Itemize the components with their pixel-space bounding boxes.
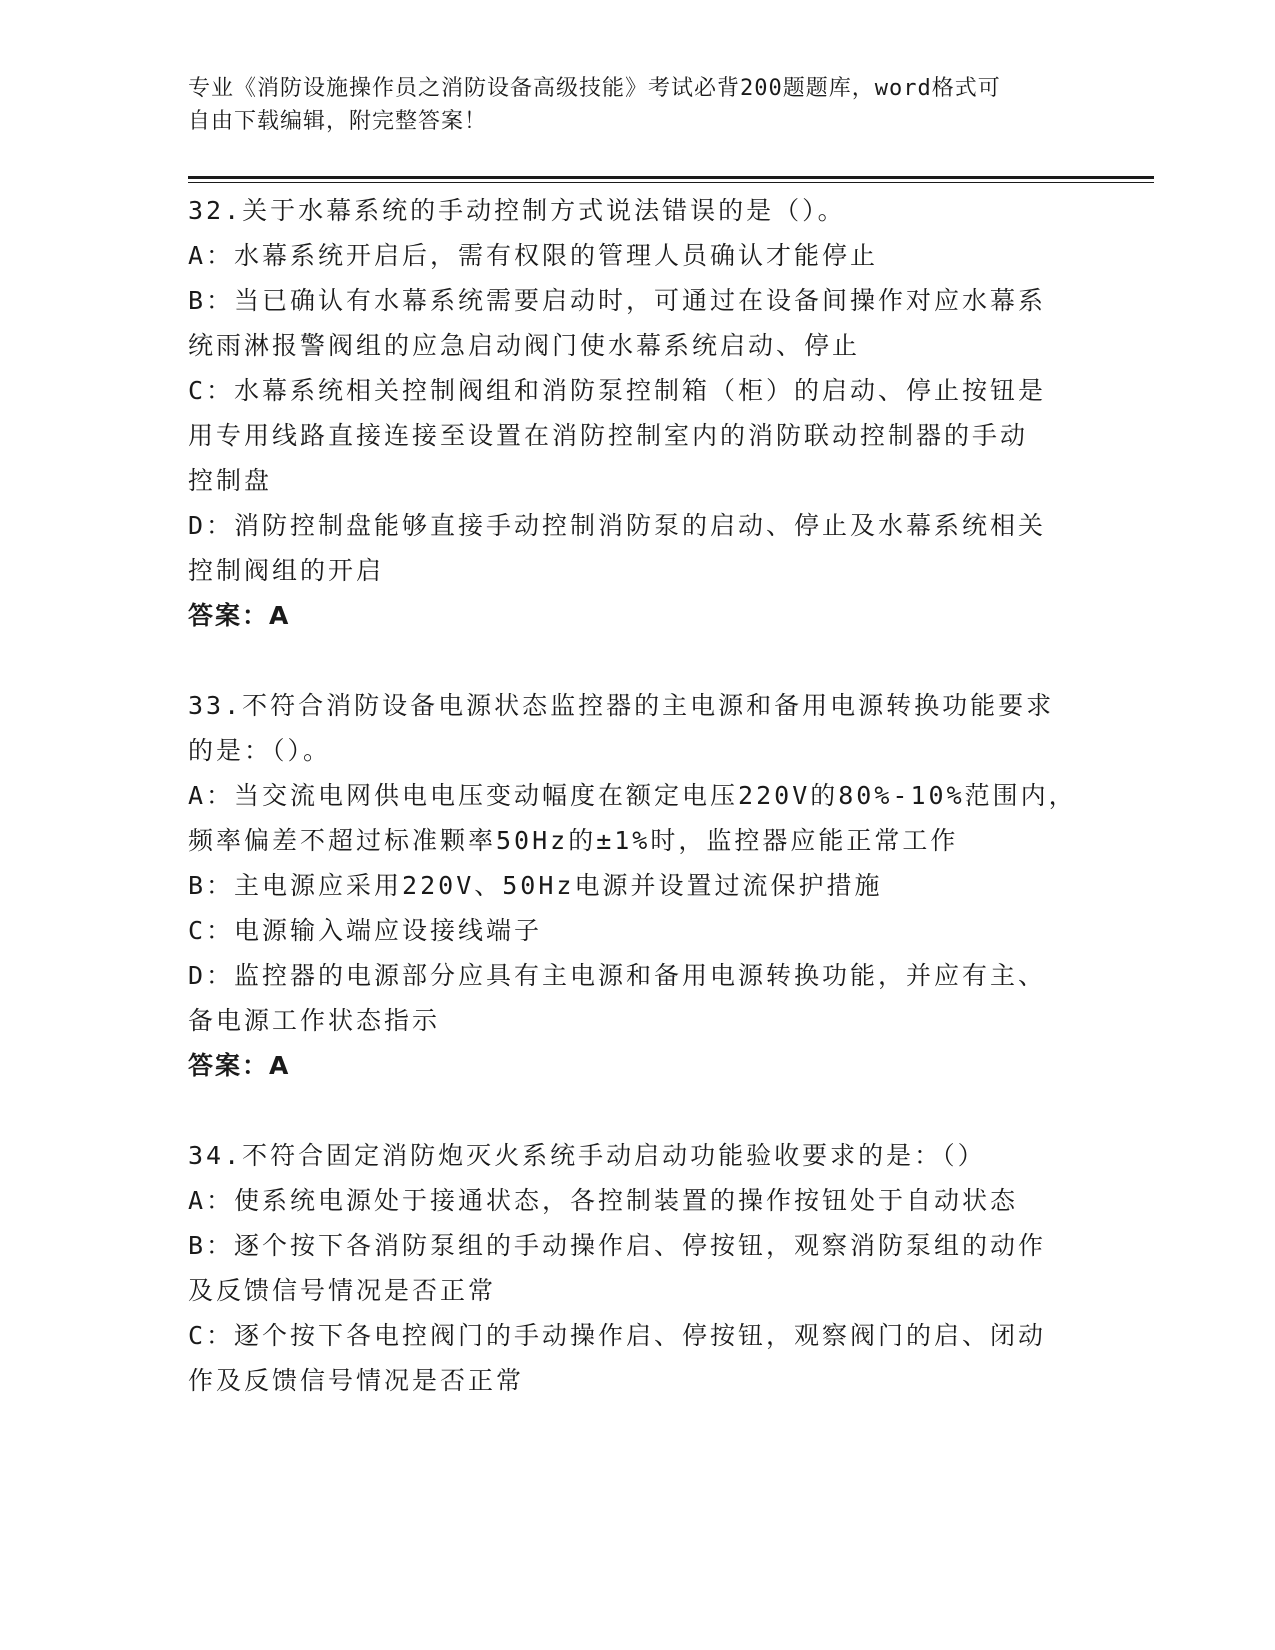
question-33-option-d: D：监控器的电源部分应具有主电源和备用电源转换功能，并应有主、 [188,961,1047,990]
question-34-option-b-cont: 及反馈信号情况是否正常 [188,1276,497,1305]
question-34-option-c-cont: 作及反馈信号情况是否正常 [188,1366,525,1395]
header-line-1: 专业《消防设施操作员之消防设备高级技能》考试必背200题题库，word格式可 [188,76,1001,101]
question-33-option-b: B：主电源应采用220V、50Hz电源并设置过流保护措施 [188,871,883,900]
question-33-option-c: C：电源输入端应设接线端子 [188,916,543,945]
question-34-option-b: B：逐个按下各消防泵组的手动操作启、停按钮，观察消防泵组的动作 [188,1231,1047,1260]
question-34 [188,1133,1088,1403]
question-32 [188,188,1088,638]
question-33-answer: 答案：A [188,1051,291,1080]
spacer [188,1088,1088,1133]
question-34-option-c: C：逐个按下各电控阀门的手动操作启、停按钮，观察阀门的启、闭动 [188,1321,1047,1350]
question-32-stem: 32.关于水幕系统的手动控制方式说法错误的是（）。 [188,196,846,225]
question-33-option-d-cont: 备电源工作状态指示 [188,1006,441,1035]
header-rule-thin [188,182,1154,183]
question-34-option-a: A：使系统电源处于接通状态，各控制装置的操作按钮处于自动状态 [188,1186,1019,1215]
question-32-option-b-cont: 统雨淋报警阀组的应急启动阀门使水幕系统启动、停止 [188,331,861,360]
question-33-option-a-cont: 频率偏差不超过标准颗率50Hz的±1%时，监控器应能正常工作 [188,826,959,855]
header-line-2: 自由下载编辑，附完整答案！ [188,109,488,134]
document-header [188,72,1088,138]
question-33-option-a: A：当交流电网供电电压变动幅度在额定电压220V的80%-10%范围内， [188,781,1077,810]
document-body [188,188,1088,1403]
question-32-option-c-cont: 用专用线路直接连接至设置在消防控制室内的消防联动控制器的手动 [188,421,1029,450]
question-32-answer: 答案：A [188,601,291,630]
question-33-stem-cont: 的是：（）。 [188,736,332,765]
question-33 [188,683,1088,1088]
question-32-option-b: B：当已确认有水幕系统需要启动时，可通过在设备间操作对应水幕系 [188,286,1047,315]
question-32-option-d: D：消防控制盘能够直接手动控制消防泵的启动、停止及水幕系统相关 [188,511,1047,540]
question-34-stem: 34.不符合固定消防炮灭火系统手动启动功能验收要求的是：（） [188,1141,986,1170]
question-32-option-c: C：水幕系统相关控制阀组和消防泵控制箱（柜）的启动、停止按钮是 [188,376,1047,405]
header-rule-thick [188,176,1154,179]
question-33-stem: 33.不符合消防设备电源状态监控器的主电源和备用电源转换功能要求 [188,691,1055,720]
question-32-option-a: A：水幕系统开启后，需有权限的管理人员确认才能停止 [188,241,879,270]
spacer [188,638,1088,683]
question-32-option-c-cont-2: 控制盘 [188,466,273,495]
question-32-option-d-cont: 控制阀组的开启 [188,556,385,585]
